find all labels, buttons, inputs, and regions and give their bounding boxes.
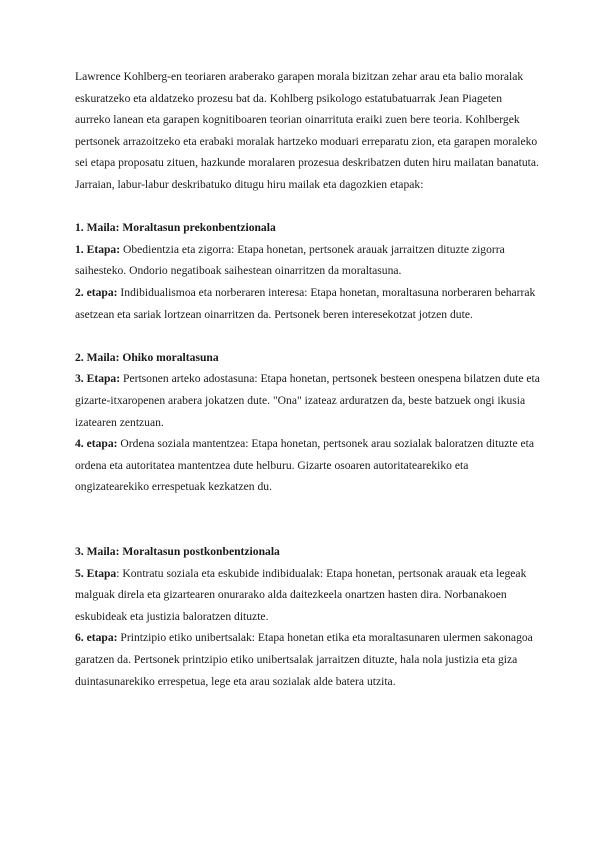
stage-4-label: 4. etapa: <box>75 437 118 451</box>
stage-1-text: Obedientzia eta zigorra: Etapa honetan, pertsonek arauak jarraitzen dituzte zigorra saihesteko. Ondorio negatiboak saihestean oinarritzen da moraltasuna. <box>75 242 505 278</box>
stage-5-label: 5. Etapa <box>75 566 117 580</box>
level-3-title: 3. Maila: Moraltasun postkonbentzionala <box>75 545 280 559</box>
stage-5-text: : Kontratu soziala eta eskubide indibidualak: Etapa honetan, pertsonak arauak eta legeak malguak direla eta gizartearen onurarako alda daitezkeela onartzen hasten dira. Norbanakoen eskubideak eta justizia baloratzen dituzte. <box>75 566 527 623</box>
stage-2-paragraph <box>75 282 540 325</box>
stage-3-paragraph <box>75 368 540 433</box>
level-1-section <box>75 217 540 325</box>
stage-2-label: 2. etapa: <box>75 285 118 299</box>
stage-1-paragraph <box>75 239 540 282</box>
level-1-title: 1. Maila: Moraltasun prekonbentzionala <box>75 221 276 235</box>
stage-6-label: 6. etapa: <box>75 631 118 645</box>
level-2-section <box>75 347 540 498</box>
stage-3-label: 3. Etapa: <box>75 372 121 386</box>
stage-4-text: Ordena soziala mantentzea: Etapa honetan, pertsonek arau sozialak baloratzen dituzte eta ordena eta autoritatea mantentzea dute helburu. Gizarte osoaren autoritatearekiko eta ongizatearekiko errespetuak kezkatzen du. <box>75 437 535 494</box>
stage-3-text: Pertsonen arteko adostasuna: Etapa honetan, pertsonek besteen onespena bilatzen dute eta gizarte-itxaropenen arabera jokatzen dute. "Ona" izateaz arduratzen da, beste batzuek ongi ikusia izatearen zentzuan. <box>75 372 540 429</box>
level-3-section <box>75 541 540 692</box>
stage-1-label: 1. Etapa: <box>75 242 121 256</box>
level-2-title: 2. Maila: Ohiko moraltasuna <box>75 350 219 364</box>
intro-paragraph: Lawrence Kohlberg-en teoriaren araberako garapen morala bizitzan zehar arau eta balio moralak eskuratzeko eta aldatzeko prozesu bat da. Kohlberg psikologo estatubatuarrak Jean Piageten aurreko lanean eta garapen kognitiboaren teorian oinarrituta eraiki zuen bere teoria. Kohlbergek pertsonek arrazoitzeko eta erabaki moralak hartzeko moduari erreparatu zion, eta garapen moraleko sei etapa proposatu zituen, hazkunde moralaren prozesua deskribatzen duten hiru mailatan banatuta. Jarraian, labur-labur deskribatuko ditugu hiru mailak eta dagozkien etapak: <box>75 70 539 191</box>
stage-6-text: Printzipio etiko unibertsalak: Etapa honetan etika eta moraltasunaren ulermen sakonagoa garatzen da. Pertsonek printzipio etiko unibertsalak jarraitzen dituzte, hala nola justizia eta giza duintasunarekiko errespetua, lege eta arau sozialak alde batera utzita. <box>75 631 533 688</box>
stage-2-text: Indibidualismoa eta norberaren interesa: Etapa honetan, moraltasuna norberaren beharrak asetzean eta sariak lortzean oinarritzen da. Pertsonek beren interesekotzat jotzen dute. <box>75 285 536 321</box>
document-page <box>75 66 540 714</box>
stage-4-paragraph <box>75 433 540 498</box>
stage-5-paragraph <box>75 563 540 628</box>
stage-6-paragraph <box>75 627 540 692</box>
